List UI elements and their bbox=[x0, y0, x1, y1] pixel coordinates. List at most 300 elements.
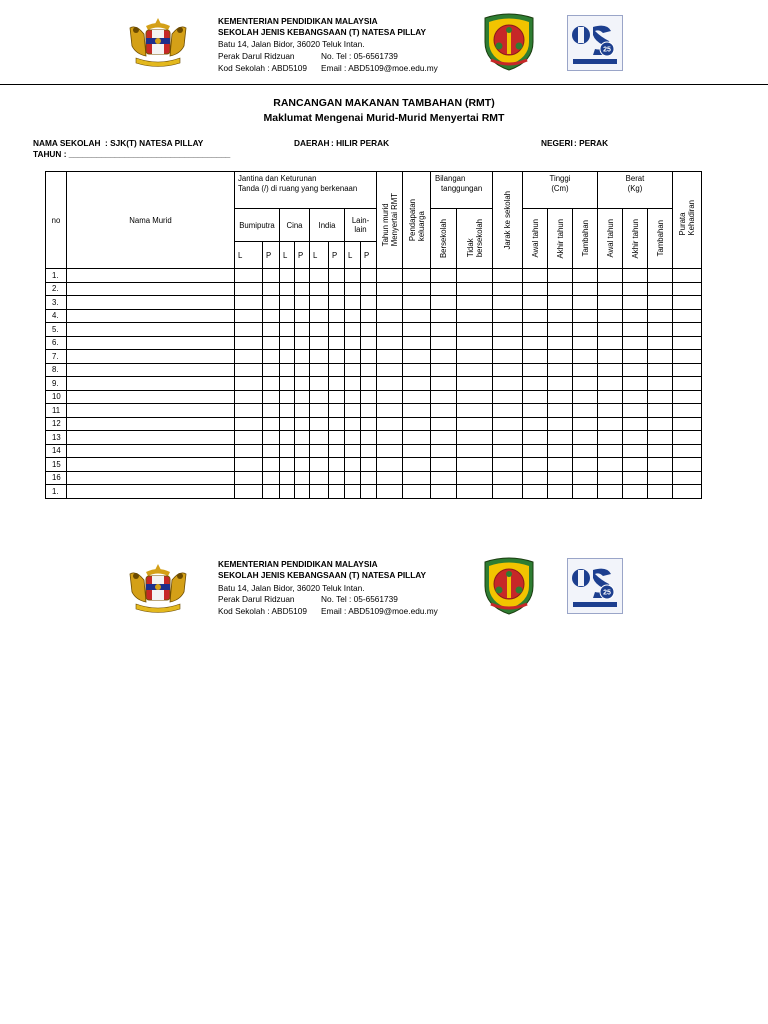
data-cell[interactable] bbox=[573, 404, 598, 418]
data-cell[interactable] bbox=[573, 471, 598, 485]
data-cell[interactable] bbox=[235, 404, 263, 418]
data-cell[interactable] bbox=[493, 323, 523, 337]
data-cell[interactable] bbox=[263, 404, 280, 418]
data-cell[interactable] bbox=[523, 377, 548, 391]
data-cell[interactable] bbox=[377, 431, 403, 445]
data-cell[interactable] bbox=[573, 431, 598, 445]
data-cell[interactable] bbox=[280, 363, 295, 377]
data-cell[interactable] bbox=[235, 444, 263, 458]
data-cell[interactable] bbox=[598, 404, 623, 418]
data-cell[interactable] bbox=[329, 377, 345, 391]
data-cell[interactable] bbox=[235, 282, 263, 296]
data-cell[interactable] bbox=[329, 485, 345, 499]
data-cell[interactable] bbox=[623, 404, 648, 418]
data-cell[interactable] bbox=[403, 417, 431, 431]
student-name-cell[interactable] bbox=[67, 458, 235, 472]
data-cell[interactable] bbox=[548, 458, 573, 472]
data-cell[interactable] bbox=[361, 390, 377, 404]
data-cell[interactable] bbox=[431, 282, 457, 296]
data-cell[interactable] bbox=[431, 444, 457, 458]
data-cell[interactable] bbox=[648, 444, 673, 458]
data-cell[interactable] bbox=[648, 323, 673, 337]
data-cell[interactable] bbox=[493, 404, 523, 418]
data-cell[interactable] bbox=[280, 350, 295, 364]
data-cell[interactable] bbox=[523, 417, 548, 431]
data-cell[interactable] bbox=[457, 377, 493, 391]
data-cell[interactable] bbox=[280, 309, 295, 323]
data-cell[interactable] bbox=[457, 296, 493, 310]
data-cell[interactable] bbox=[263, 458, 280, 472]
data-cell[interactable] bbox=[623, 377, 648, 391]
data-cell[interactable] bbox=[598, 363, 623, 377]
data-cell[interactable] bbox=[345, 390, 361, 404]
data-cell[interactable] bbox=[493, 350, 523, 364]
student-name-cell[interactable] bbox=[67, 350, 235, 364]
data-cell[interactable] bbox=[598, 296, 623, 310]
data-cell[interactable] bbox=[345, 444, 361, 458]
data-cell[interactable] bbox=[295, 336, 310, 350]
data-cell[interactable] bbox=[548, 390, 573, 404]
data-cell[interactable] bbox=[295, 431, 310, 445]
data-cell[interactable] bbox=[310, 390, 329, 404]
data-cell[interactable] bbox=[361, 404, 377, 418]
data-cell[interactable] bbox=[235, 336, 263, 350]
data-cell[interactable] bbox=[361, 363, 377, 377]
data-cell[interactable] bbox=[280, 323, 295, 337]
student-name-cell[interactable] bbox=[67, 485, 235, 499]
data-cell[interactable] bbox=[648, 350, 673, 364]
data-cell[interactable] bbox=[361, 323, 377, 337]
data-cell[interactable] bbox=[361, 269, 377, 283]
data-cell[interactable] bbox=[648, 336, 673, 350]
data-cell[interactable] bbox=[648, 269, 673, 283]
data-cell[interactable] bbox=[361, 309, 377, 323]
data-cell[interactable] bbox=[263, 390, 280, 404]
data-cell[interactable] bbox=[263, 471, 280, 485]
data-cell[interactable] bbox=[493, 390, 523, 404]
data-cell[interactable] bbox=[523, 444, 548, 458]
data-cell[interactable] bbox=[403, 296, 431, 310]
data-cell[interactable] bbox=[457, 269, 493, 283]
data-cell[interactable] bbox=[345, 404, 361, 418]
data-cell[interactable] bbox=[280, 269, 295, 283]
data-cell[interactable] bbox=[548, 296, 573, 310]
data-cell[interactable] bbox=[623, 458, 648, 472]
data-cell[interactable] bbox=[295, 444, 310, 458]
data-cell[interactable] bbox=[673, 377, 702, 391]
data-cell[interactable] bbox=[457, 390, 493, 404]
data-cell[interactable] bbox=[310, 296, 329, 310]
data-cell[interactable] bbox=[457, 444, 493, 458]
data-cell[interactable] bbox=[431, 390, 457, 404]
data-cell[interactable] bbox=[623, 323, 648, 337]
data-cell[interactable] bbox=[648, 296, 673, 310]
student-name-cell[interactable] bbox=[67, 417, 235, 431]
data-cell[interactable] bbox=[673, 350, 702, 364]
data-cell[interactable] bbox=[263, 444, 280, 458]
data-cell[interactable] bbox=[263, 350, 280, 364]
data-cell[interactable] bbox=[329, 458, 345, 472]
data-cell[interactable] bbox=[457, 282, 493, 296]
data-cell[interactable] bbox=[457, 417, 493, 431]
data-cell[interactable] bbox=[377, 282, 403, 296]
data-cell[interactable] bbox=[573, 282, 598, 296]
data-cell[interactable] bbox=[573, 350, 598, 364]
data-cell[interactable] bbox=[345, 431, 361, 445]
data-cell[interactable] bbox=[493, 296, 523, 310]
data-cell[interactable] bbox=[377, 269, 403, 283]
data-cell[interactable] bbox=[673, 431, 702, 445]
data-cell[interactable] bbox=[235, 350, 263, 364]
data-cell[interactable] bbox=[329, 390, 345, 404]
data-cell[interactable] bbox=[235, 471, 263, 485]
data-cell[interactable] bbox=[648, 377, 673, 391]
data-cell[interactable] bbox=[673, 269, 702, 283]
data-cell[interactable] bbox=[377, 471, 403, 485]
data-cell[interactable] bbox=[523, 309, 548, 323]
data-cell[interactable] bbox=[493, 485, 523, 499]
data-cell[interactable] bbox=[403, 377, 431, 391]
data-cell[interactable] bbox=[235, 485, 263, 499]
data-cell[interactable] bbox=[493, 444, 523, 458]
data-cell[interactable] bbox=[377, 350, 403, 364]
data-cell[interactable] bbox=[598, 444, 623, 458]
data-cell[interactable] bbox=[493, 309, 523, 323]
student-name-cell[interactable] bbox=[67, 309, 235, 323]
data-cell[interactable] bbox=[523, 404, 548, 418]
data-cell[interactable] bbox=[377, 390, 403, 404]
data-cell[interactable] bbox=[377, 404, 403, 418]
data-cell[interactable] bbox=[310, 323, 329, 337]
data-cell[interactable] bbox=[493, 363, 523, 377]
data-cell[interactable] bbox=[403, 282, 431, 296]
data-cell[interactable] bbox=[345, 350, 361, 364]
data-cell[interactable] bbox=[377, 336, 403, 350]
student-name-cell[interactable] bbox=[67, 269, 235, 283]
data-cell[interactable] bbox=[310, 336, 329, 350]
data-cell[interactable] bbox=[345, 309, 361, 323]
data-cell[interactable] bbox=[673, 282, 702, 296]
data-cell[interactable] bbox=[523, 390, 548, 404]
data-cell[interactable] bbox=[623, 471, 648, 485]
data-cell[interactable] bbox=[623, 336, 648, 350]
data-cell[interactable] bbox=[548, 417, 573, 431]
data-cell[interactable] bbox=[295, 390, 310, 404]
data-cell[interactable] bbox=[295, 417, 310, 431]
data-cell[interactable] bbox=[403, 336, 431, 350]
data-cell[interactable] bbox=[431, 323, 457, 337]
data-cell[interactable] bbox=[310, 363, 329, 377]
data-cell[interactable] bbox=[403, 431, 431, 445]
data-cell[interactable] bbox=[403, 485, 431, 499]
data-cell[interactable] bbox=[598, 309, 623, 323]
data-cell[interactable] bbox=[235, 458, 263, 472]
data-cell[interactable] bbox=[457, 309, 493, 323]
data-cell[interactable] bbox=[310, 377, 329, 391]
data-cell[interactable] bbox=[598, 471, 623, 485]
data-cell[interactable] bbox=[648, 282, 673, 296]
data-cell[interactable] bbox=[345, 471, 361, 485]
data-cell[interactable] bbox=[523, 471, 548, 485]
data-cell[interactable] bbox=[345, 363, 361, 377]
data-cell[interactable] bbox=[623, 363, 648, 377]
data-cell[interactable] bbox=[280, 417, 295, 431]
data-cell[interactable] bbox=[431, 471, 457, 485]
data-cell[interactable] bbox=[673, 390, 702, 404]
data-cell[interactable] bbox=[431, 309, 457, 323]
data-cell[interactable] bbox=[310, 309, 329, 323]
data-cell[interactable] bbox=[457, 431, 493, 445]
data-cell[interactable] bbox=[403, 269, 431, 283]
data-cell[interactable] bbox=[345, 458, 361, 472]
data-cell[interactable] bbox=[548, 404, 573, 418]
data-cell[interactable] bbox=[310, 282, 329, 296]
data-cell[interactable] bbox=[235, 417, 263, 431]
data-cell[interactable] bbox=[361, 336, 377, 350]
data-cell[interactable] bbox=[403, 363, 431, 377]
data-cell[interactable] bbox=[377, 363, 403, 377]
data-cell[interactable] bbox=[598, 269, 623, 283]
data-cell[interactable] bbox=[493, 431, 523, 445]
data-cell[interactable] bbox=[648, 309, 673, 323]
student-name-cell[interactable] bbox=[67, 377, 235, 391]
data-cell[interactable] bbox=[295, 377, 310, 391]
data-cell[interactable] bbox=[263, 309, 280, 323]
data-cell[interactable] bbox=[377, 485, 403, 499]
data-cell[interactable] bbox=[280, 282, 295, 296]
data-cell[interactable] bbox=[523, 431, 548, 445]
data-cell[interactable] bbox=[235, 309, 263, 323]
data-cell[interactable] bbox=[548, 485, 573, 499]
data-cell[interactable] bbox=[548, 309, 573, 323]
data-cell[interactable] bbox=[673, 404, 702, 418]
data-cell[interactable] bbox=[361, 444, 377, 458]
data-cell[interactable] bbox=[523, 485, 548, 499]
data-cell[interactable] bbox=[598, 431, 623, 445]
data-cell[interactable] bbox=[673, 485, 702, 499]
data-cell[interactable] bbox=[523, 323, 548, 337]
data-cell[interactable] bbox=[280, 390, 295, 404]
data-cell[interactable] bbox=[263, 363, 280, 377]
data-cell[interactable] bbox=[523, 269, 548, 283]
data-cell[interactable] bbox=[673, 471, 702, 485]
data-cell[interactable] bbox=[235, 377, 263, 391]
data-cell[interactable] bbox=[623, 309, 648, 323]
data-cell[interactable] bbox=[457, 404, 493, 418]
data-cell[interactable] bbox=[573, 309, 598, 323]
data-cell[interactable] bbox=[623, 444, 648, 458]
data-cell[interactable] bbox=[329, 431, 345, 445]
data-cell[interactable] bbox=[263, 323, 280, 337]
data-cell[interactable] bbox=[345, 269, 361, 283]
data-cell[interactable] bbox=[457, 485, 493, 499]
data-cell[interactable] bbox=[457, 458, 493, 472]
data-cell[interactable] bbox=[377, 296, 403, 310]
data-cell[interactable] bbox=[345, 296, 361, 310]
data-cell[interactable] bbox=[598, 485, 623, 499]
data-cell[interactable] bbox=[280, 377, 295, 391]
data-cell[interactable] bbox=[523, 282, 548, 296]
data-cell[interactable] bbox=[493, 458, 523, 472]
data-cell[interactable] bbox=[361, 431, 377, 445]
data-cell[interactable] bbox=[403, 471, 431, 485]
data-cell[interactable] bbox=[329, 282, 345, 296]
data-cell[interactable] bbox=[403, 390, 431, 404]
data-cell[interactable] bbox=[403, 404, 431, 418]
data-cell[interactable] bbox=[361, 296, 377, 310]
data-cell[interactable] bbox=[523, 458, 548, 472]
data-cell[interactable] bbox=[548, 350, 573, 364]
data-cell[interactable] bbox=[345, 323, 361, 337]
data-cell[interactable] bbox=[295, 350, 310, 364]
data-cell[interactable] bbox=[623, 282, 648, 296]
data-cell[interactable] bbox=[623, 296, 648, 310]
data-cell[interactable] bbox=[623, 269, 648, 283]
data-cell[interactable] bbox=[295, 458, 310, 472]
data-cell[interactable] bbox=[673, 458, 702, 472]
data-cell[interactable] bbox=[235, 296, 263, 310]
data-cell[interactable] bbox=[280, 404, 295, 418]
data-cell[interactable] bbox=[235, 323, 263, 337]
data-cell[interactable] bbox=[431, 350, 457, 364]
data-cell[interactable] bbox=[623, 390, 648, 404]
student-name-cell[interactable] bbox=[67, 404, 235, 418]
data-cell[interactable] bbox=[493, 417, 523, 431]
student-name-cell[interactable] bbox=[67, 390, 235, 404]
data-cell[interactable] bbox=[431, 417, 457, 431]
data-cell[interactable] bbox=[403, 458, 431, 472]
data-cell[interactable] bbox=[431, 377, 457, 391]
data-cell[interactable] bbox=[377, 309, 403, 323]
data-cell[interactable] bbox=[280, 458, 295, 472]
data-cell[interactable] bbox=[329, 471, 345, 485]
data-cell[interactable] bbox=[361, 417, 377, 431]
data-cell[interactable] bbox=[493, 377, 523, 391]
data-cell[interactable] bbox=[573, 363, 598, 377]
student-name-cell[interactable] bbox=[67, 471, 235, 485]
data-cell[interactable] bbox=[310, 431, 329, 445]
data-cell[interactable] bbox=[431, 336, 457, 350]
data-cell[interactable] bbox=[493, 471, 523, 485]
data-cell[interactable] bbox=[573, 458, 598, 472]
data-cell[interactable] bbox=[235, 269, 263, 283]
data-cell[interactable] bbox=[648, 404, 673, 418]
data-cell[interactable] bbox=[548, 431, 573, 445]
data-cell[interactable] bbox=[457, 350, 493, 364]
data-cell[interactable] bbox=[648, 390, 673, 404]
data-cell[interactable] bbox=[493, 282, 523, 296]
data-cell[interactable] bbox=[235, 431, 263, 445]
data-cell[interactable] bbox=[361, 471, 377, 485]
data-cell[interactable] bbox=[598, 350, 623, 364]
data-cell[interactable] bbox=[648, 458, 673, 472]
data-cell[interactable] bbox=[573, 390, 598, 404]
data-cell[interactable] bbox=[673, 417, 702, 431]
data-cell[interactable] bbox=[361, 458, 377, 472]
data-cell[interactable] bbox=[431, 363, 457, 377]
data-cell[interactable] bbox=[280, 471, 295, 485]
data-cell[interactable] bbox=[598, 336, 623, 350]
data-cell[interactable] bbox=[573, 336, 598, 350]
student-name-cell[interactable] bbox=[67, 444, 235, 458]
data-cell[interactable] bbox=[310, 417, 329, 431]
data-cell[interactable] bbox=[263, 377, 280, 391]
data-cell[interactable] bbox=[310, 350, 329, 364]
data-cell[interactable] bbox=[548, 323, 573, 337]
data-cell[interactable] bbox=[548, 363, 573, 377]
data-cell[interactable] bbox=[648, 471, 673, 485]
data-cell[interactable] bbox=[310, 458, 329, 472]
data-cell[interactable] bbox=[280, 336, 295, 350]
data-cell[interactable] bbox=[548, 377, 573, 391]
data-cell[interactable] bbox=[403, 323, 431, 337]
data-cell[interactable] bbox=[573, 296, 598, 310]
data-cell[interactable] bbox=[403, 309, 431, 323]
data-cell[interactable] bbox=[329, 296, 345, 310]
data-cell[interactable] bbox=[263, 282, 280, 296]
data-cell[interactable] bbox=[329, 336, 345, 350]
data-cell[interactable] bbox=[329, 350, 345, 364]
data-cell[interactable] bbox=[493, 336, 523, 350]
data-cell[interactable] bbox=[263, 485, 280, 499]
data-cell[interactable] bbox=[235, 363, 263, 377]
data-cell[interactable] bbox=[673, 323, 702, 337]
data-cell[interactable] bbox=[377, 417, 403, 431]
data-cell[interactable] bbox=[598, 390, 623, 404]
data-cell[interactable] bbox=[235, 390, 263, 404]
data-cell[interactable] bbox=[431, 485, 457, 499]
data-cell[interactable] bbox=[263, 269, 280, 283]
data-cell[interactable] bbox=[598, 458, 623, 472]
data-cell[interactable] bbox=[377, 444, 403, 458]
data-cell[interactable] bbox=[573, 377, 598, 391]
data-cell[interactable] bbox=[345, 377, 361, 391]
data-cell[interactable] bbox=[263, 336, 280, 350]
data-cell[interactable] bbox=[431, 269, 457, 283]
student-name-cell[interactable] bbox=[67, 323, 235, 337]
data-cell[interactable] bbox=[329, 444, 345, 458]
data-cell[interactable] bbox=[280, 444, 295, 458]
data-cell[interactable] bbox=[377, 377, 403, 391]
data-cell[interactable] bbox=[403, 444, 431, 458]
data-cell[interactable] bbox=[431, 404, 457, 418]
data-cell[interactable] bbox=[598, 417, 623, 431]
data-cell[interactable] bbox=[673, 309, 702, 323]
data-cell[interactable] bbox=[523, 350, 548, 364]
data-cell[interactable] bbox=[573, 444, 598, 458]
data-cell[interactable] bbox=[280, 485, 295, 499]
data-cell[interactable] bbox=[598, 377, 623, 391]
data-cell[interactable] bbox=[280, 296, 295, 310]
data-cell[interactable] bbox=[548, 269, 573, 283]
data-cell[interactable] bbox=[310, 444, 329, 458]
data-cell[interactable] bbox=[361, 282, 377, 296]
data-cell[interactable] bbox=[329, 309, 345, 323]
data-cell[interactable] bbox=[295, 485, 310, 499]
data-cell[interactable] bbox=[345, 336, 361, 350]
data-cell[interactable] bbox=[523, 296, 548, 310]
data-cell[interactable] bbox=[329, 269, 345, 283]
data-cell[interactable] bbox=[573, 323, 598, 337]
data-cell[interactable] bbox=[377, 458, 403, 472]
data-cell[interactable] bbox=[648, 485, 673, 499]
student-name-cell[interactable] bbox=[67, 363, 235, 377]
data-cell[interactable] bbox=[295, 323, 310, 337]
data-cell[interactable] bbox=[295, 363, 310, 377]
data-cell[interactable] bbox=[263, 431, 280, 445]
data-cell[interactable] bbox=[310, 485, 329, 499]
data-cell[interactable] bbox=[523, 363, 548, 377]
